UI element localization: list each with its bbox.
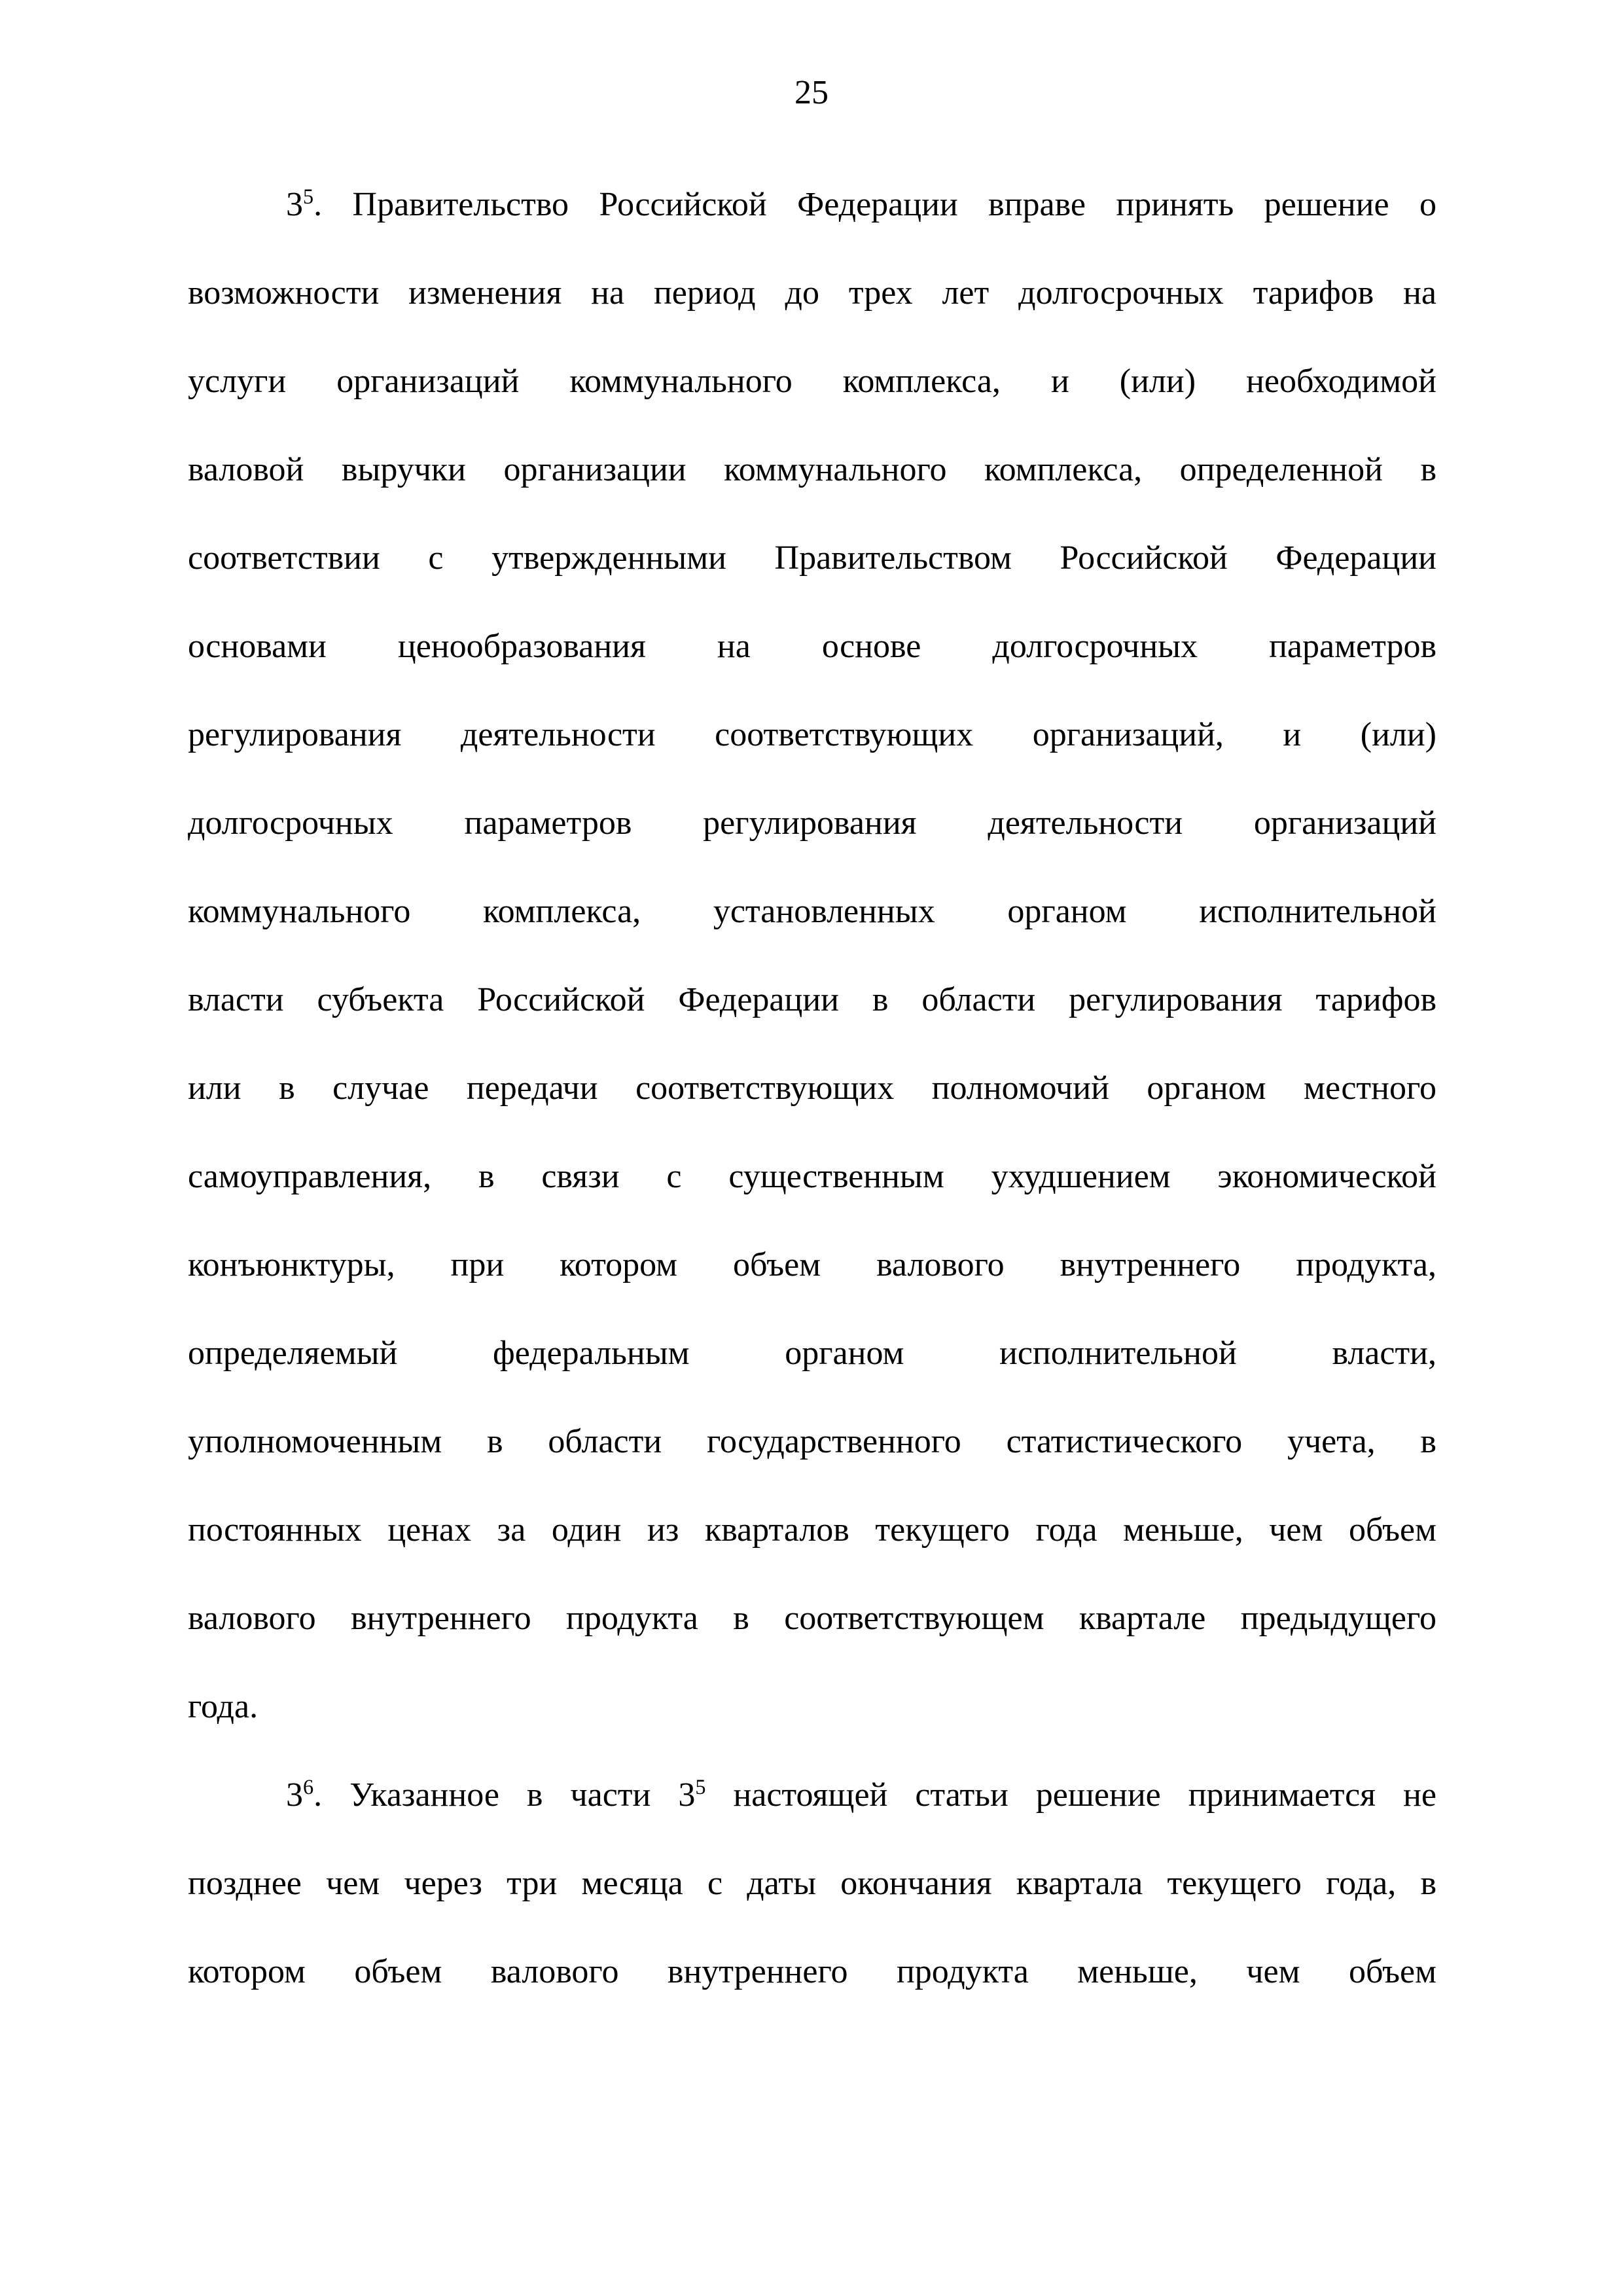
text-line (188, 1309, 1436, 1397)
text-line (188, 514, 1436, 602)
text-segment: . Правительство Российской Федерации вправе принять решение о (313, 186, 1436, 223)
text-segment: 3 (286, 1776, 303, 1814)
text-segment: позднее чем через три месяца с даты окончания квартала текущего года, в (188, 1865, 1436, 1902)
text-segment: соответствии с утвержденными Правительством Российской Федерации (188, 539, 1436, 577)
text-line (188, 1486, 1436, 1574)
text-line (188, 337, 1436, 425)
text-segment: услуги организаций коммунального комплекса, и (или) необходимой (188, 363, 1436, 400)
text-segment: конъюнктуры, при котором объем валового внутреннего продукта, (188, 1246, 1436, 1283)
superscript-part-number: 5 (303, 185, 314, 209)
text-line (188, 1751, 1436, 1839)
text-segment: 3 (286, 186, 303, 223)
text-line (188, 867, 1436, 956)
text-line (188, 1397, 1436, 1486)
text-line (188, 1574, 1436, 1662)
paragraph (188, 1751, 1436, 2016)
text-line (188, 1662, 1436, 1751)
text-line (188, 160, 1436, 249)
text-segment: настоящей статьи решение принимается не (705, 1776, 1436, 1814)
text-line (188, 425, 1436, 514)
text-segment: возможности изменения на период до трех лет долгосрочных тарифов на (188, 274, 1436, 312)
superscript-part-number: 6 (303, 1775, 314, 1799)
text-line (188, 779, 1436, 867)
text-segment: котором объем валового внутреннего продукта меньше, чем объем (188, 1953, 1436, 1990)
text-segment: долгосрочных параметров регулирования деятельности организаций (188, 804, 1436, 842)
text-line (188, 249, 1436, 337)
text-segment: основами ценообразования на основе долгосрочных параметров (188, 628, 1436, 665)
text-segment: уполномоченным в области государственного статистического учета, в (188, 1423, 1436, 1460)
document-body (188, 160, 1436, 2016)
paragraph (188, 160, 1436, 1751)
text-line (188, 1839, 1436, 1928)
text-line (188, 1044, 1436, 1132)
superscript-part-number: 5 (695, 1775, 706, 1799)
text-segment: власти субъекта Российской Федерации в области регулирования тарифов (188, 981, 1436, 1018)
text-segment: самоуправления, в связи с существенным ухудшением экономической (188, 1158, 1436, 1195)
text-segment: валового внутреннего продукта в соответствующем квартале предыдущего (188, 1600, 1436, 1637)
text-line (188, 1132, 1436, 1221)
text-line (188, 1221, 1436, 1309)
text-line (188, 602, 1436, 691)
text-segment: коммунального комплекса, установленных органом исполнительной (188, 893, 1436, 930)
text-segment: постоянных ценах за один из кварталов текущего года меньше, чем объем (188, 1511, 1436, 1549)
text-segment: . Указанное в части 3 (313, 1776, 696, 1814)
text-line (188, 956, 1436, 1044)
text-line (188, 691, 1436, 779)
text-segment: или в случае передачи соответствующих полномочий органом местного (188, 1069, 1436, 1107)
text-segment: регулирования деятельности соответствующих организаций, и (или) (188, 716, 1436, 753)
text-segment: валовой выручки организации коммунального комплекса, определенной в (188, 451, 1436, 488)
page-number: 25 (794, 74, 829, 111)
text-line (188, 1928, 1436, 2016)
text-segment: года. (188, 1688, 259, 1725)
text-segment: определяемый федеральным органом исполнительной власти, (188, 1335, 1436, 1372)
